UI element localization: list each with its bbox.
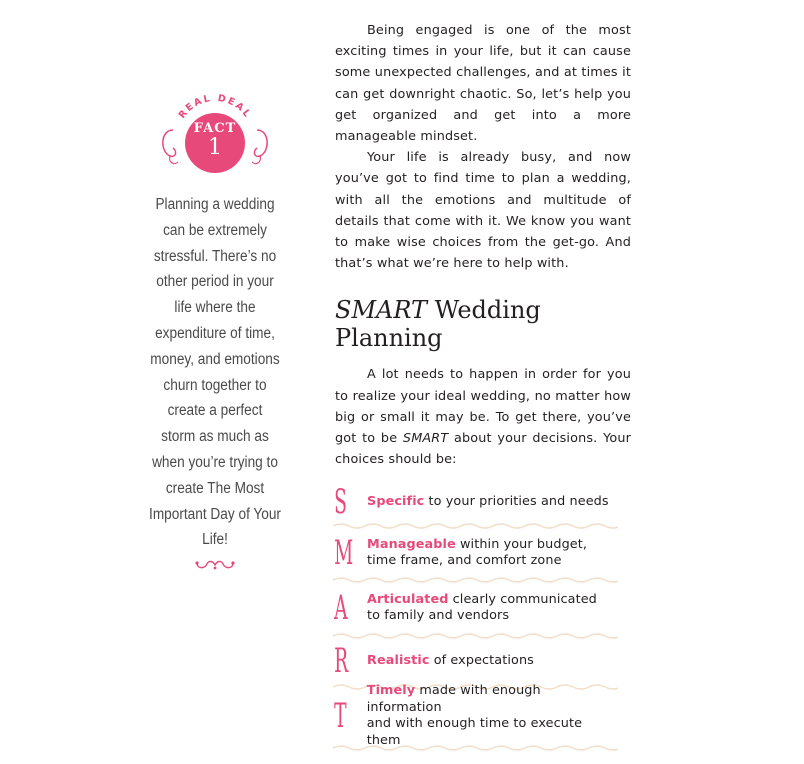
flourish-ornament-icon	[193, 557, 237, 573]
badge-arc-text: REAL DEAL	[176, 92, 254, 121]
smart-line2: to family and vendors	[367, 608, 510, 623]
smart-term: Specific	[367, 493, 425, 509]
para3-start: A lot needs to happen in order for you to realize your ideal wedding, no matter how big or small it may be. To get there, you’ve got to be	[335, 367, 631, 447]
heading-rest: Wedding Planning	[335, 296, 541, 353]
smart-item-manageable	[333, 526, 618, 580]
smart-description	[367, 592, 597, 625]
smart-line1: made with enough information	[366, 683, 541, 715]
smart-line2: time frame, and comfort zone	[367, 553, 562, 568]
smart-item-timely	[333, 683, 618, 748]
smart-line2: and with enough time to execute them	[366, 716, 583, 748]
main-column	[335, 20, 631, 470]
smart-description	[367, 494, 609, 511]
real-deal-fact-sidebar	[140, 90, 290, 573]
fact-text: Planning a wedding can be extremely stressful. There’s no other period in your life where the expenditure of time, money, and emotions churn together to create a perfect storm as much as when you’re trying to create The Most Important Day of Your Life!	[149, 196, 281, 549]
smart-description	[367, 683, 618, 749]
smart-list	[333, 478, 618, 746]
smart-description	[367, 537, 587, 570]
para3-end: about your decisions. Your choices should be:	[335, 431, 631, 468]
smart-line1: of expectations	[429, 652, 534, 668]
heading-em: SMART	[335, 296, 428, 325]
intro-paragraph-1: Being engaged is one of the most exciting times in your life, but it can cause some unexpected challenges, and at times it can get downright chaotic. So, let’s help you get organized and get into a more manageable mindset.	[335, 23, 631, 145]
smart-item-realistic	[333, 636, 618, 686]
smart-term: Articulated	[367, 591, 449, 607]
para3-em: SMART	[402, 431, 449, 447]
wave-divider-icon	[333, 744, 618, 752]
smart-term: Manageable	[367, 536, 456, 552]
smart-letter: A	[334, 588, 348, 628]
real-deal-fact-badge	[140, 90, 290, 180]
smart-item-articulated	[333, 580, 618, 636]
smart-description	[367, 653, 534, 670]
smart-letter: M	[334, 533, 354, 573]
section-heading	[335, 296, 631, 352]
intro-paragraph-2: Your life is already busy, and now you’ve got to find time to plan a wedding, with all the emotions and multitude of details that come with it. We know you want to make wise choices from the get-go. And that’s what we’re here to help with.	[335, 150, 631, 272]
smart-letter: R	[334, 641, 349, 681]
smart-line1: clearly communicated	[448, 591, 597, 607]
smart-line1: within your budget,	[455, 536, 588, 552]
badge-fact-label: FACT	[193, 121, 237, 136]
badge-fact-number: 1	[208, 135, 222, 160]
smart-term: Timely	[366, 683, 416, 698]
intro-paragraph-3	[335, 364, 631, 470]
smart-term: Realistic	[367, 652, 430, 668]
smart-item-specific	[333, 478, 618, 526]
smart-letter: S	[334, 482, 347, 522]
smart-letter: T	[334, 696, 347, 736]
smart-line1: to your priorities and needs	[424, 493, 609, 509]
